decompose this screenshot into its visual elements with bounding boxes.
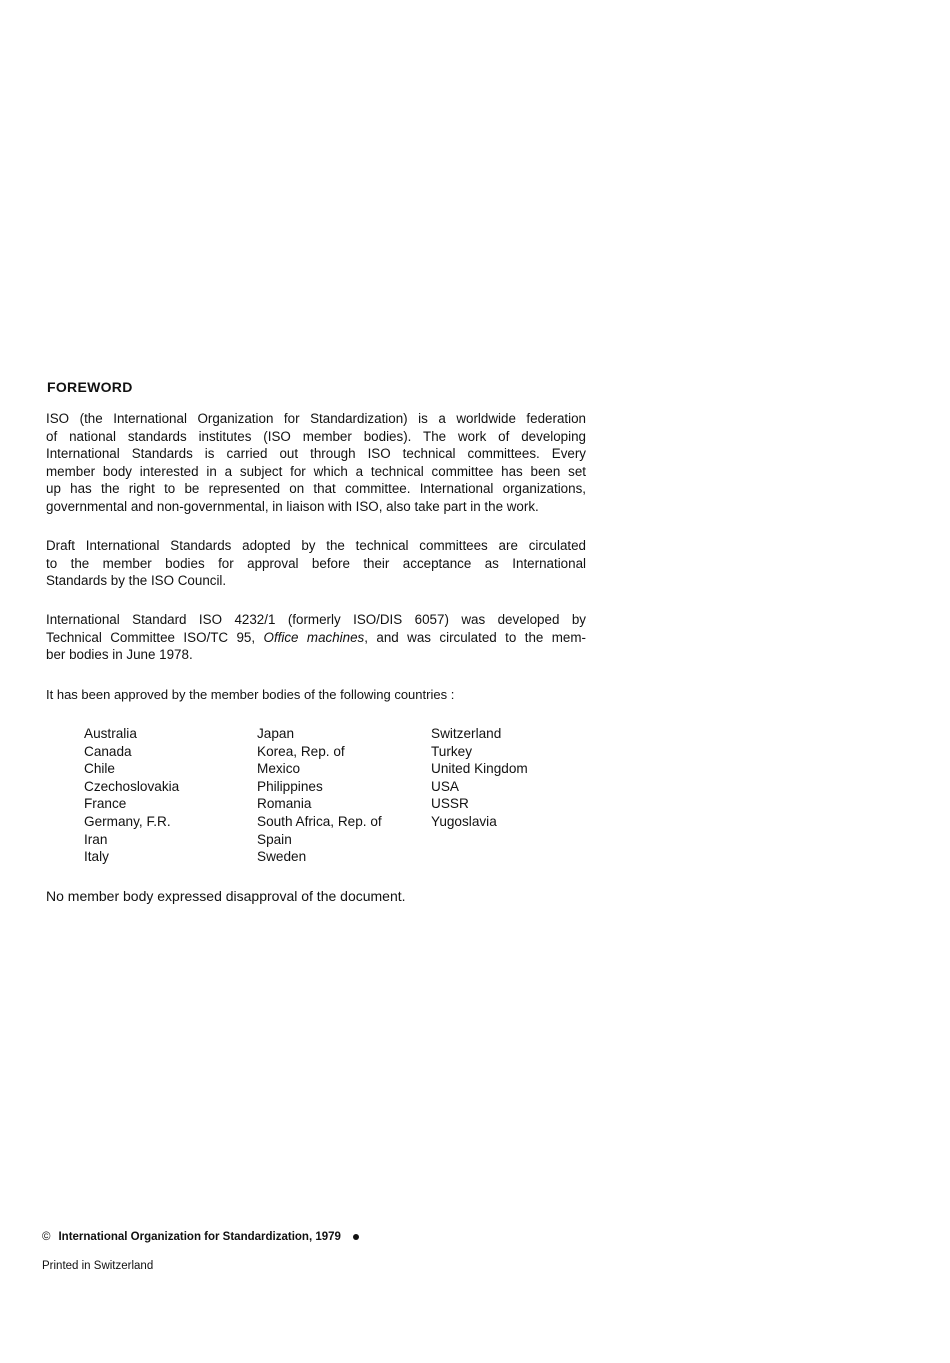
country-name: Turkey	[431, 743, 473, 759]
bullet-icon	[353, 1234, 359, 1240]
paragraph-line: Draft International Standards adopted by the technical committees are circulated	[46, 538, 586, 553]
paragraph-line: International Standards is carried out through ISO technical committees. Every	[46, 446, 586, 462]
country-name: USA	[431, 778, 459, 794]
country-name: Italy	[84, 849, 109, 865]
country-name: Chile	[84, 761, 115, 777]
paragraph-line: Standards by the ISO Council.	[46, 573, 227, 589]
foreword-paragraph-1	[46, 410, 586, 516]
country-name: USSR	[431, 796, 469, 812]
country-name: Yugoslavia	[431, 813, 497, 829]
paragraph-line: to the member bodies for approval before their acceptance as International	[46, 555, 586, 571]
closing-statement: No member body expressed disapproval of the document.	[46, 888, 406, 904]
approving-countries-list	[84, 725, 564, 866]
foreword-paragraph-4: It has been approved by the member bodies of the following countries :	[46, 687, 455, 702]
country-name: Spain	[257, 831, 292, 847]
country-name: Sweden	[257, 849, 307, 865]
committee-text: Technical Committee ISO/TC 95,	[46, 629, 264, 645]
committee-title: Office machines	[263, 629, 365, 645]
country-name: Australia	[84, 726, 137, 741]
paragraph-line: ISO (the International Organization for Standardization) is a worldwide federation	[46, 411, 586, 426]
country-name: Romania	[257, 796, 312, 812]
paragraph-line: International Standard ISO 4232/1 (formerly ISO/DIS 6057) was developed by	[46, 612, 586, 627]
paragraph-line: up has the right to be represented on that committee. International organizations,	[46, 481, 586, 497]
foreword-paragraph-2	[46, 537, 586, 590]
country-name: Korea, Rep. of	[257, 743, 345, 759]
country-name: Mexico	[257, 761, 301, 777]
copyright-text: International Organization for Standardization, 1979	[58, 1231, 341, 1243]
country-name: Switzerland	[431, 726, 502, 741]
country-name: Japan	[257, 726, 295, 741]
country-name: Canada	[84, 743, 132, 759]
country-name: France	[84, 796, 127, 812]
foreword-heading: FOREWORD	[47, 379, 133, 395]
copyright-line	[42, 1231, 359, 1243]
paragraph-line: member body interested in a subject for which a technical committee has been set	[46, 463, 586, 479]
countries-column-1	[84, 725, 257, 866]
paragraph-line: ber bodies in June 1978.	[46, 647, 193, 663]
country-name: Germany, F.R.	[84, 813, 171, 829]
country-name: Czechoslovakia	[84, 778, 180, 794]
paragraph-line: governmental and non-governmental, in liaison with ISO, also take part in the work.	[46, 498, 539, 514]
countries-column-2	[257, 725, 431, 866]
paragraph-line: of national standards institutes (ISO member bodies). The work of developing	[46, 428, 586, 444]
country-name: South Africa, Rep. of	[257, 813, 382, 829]
country-name: Philippines	[257, 778, 323, 794]
foreword-paragraph-3	[46, 611, 586, 664]
countries-column-3	[431, 725, 564, 866]
circulation-text: , and was circulated to the mem-	[364, 629, 586, 645]
paragraph-line	[46, 629, 586, 647]
country-name: United Kingdom	[431, 761, 528, 777]
copyright-icon: ©	[42, 1231, 51, 1243]
printed-location: Printed in Switzerland	[42, 1260, 154, 1272]
country-name: Iran	[84, 831, 108, 847]
